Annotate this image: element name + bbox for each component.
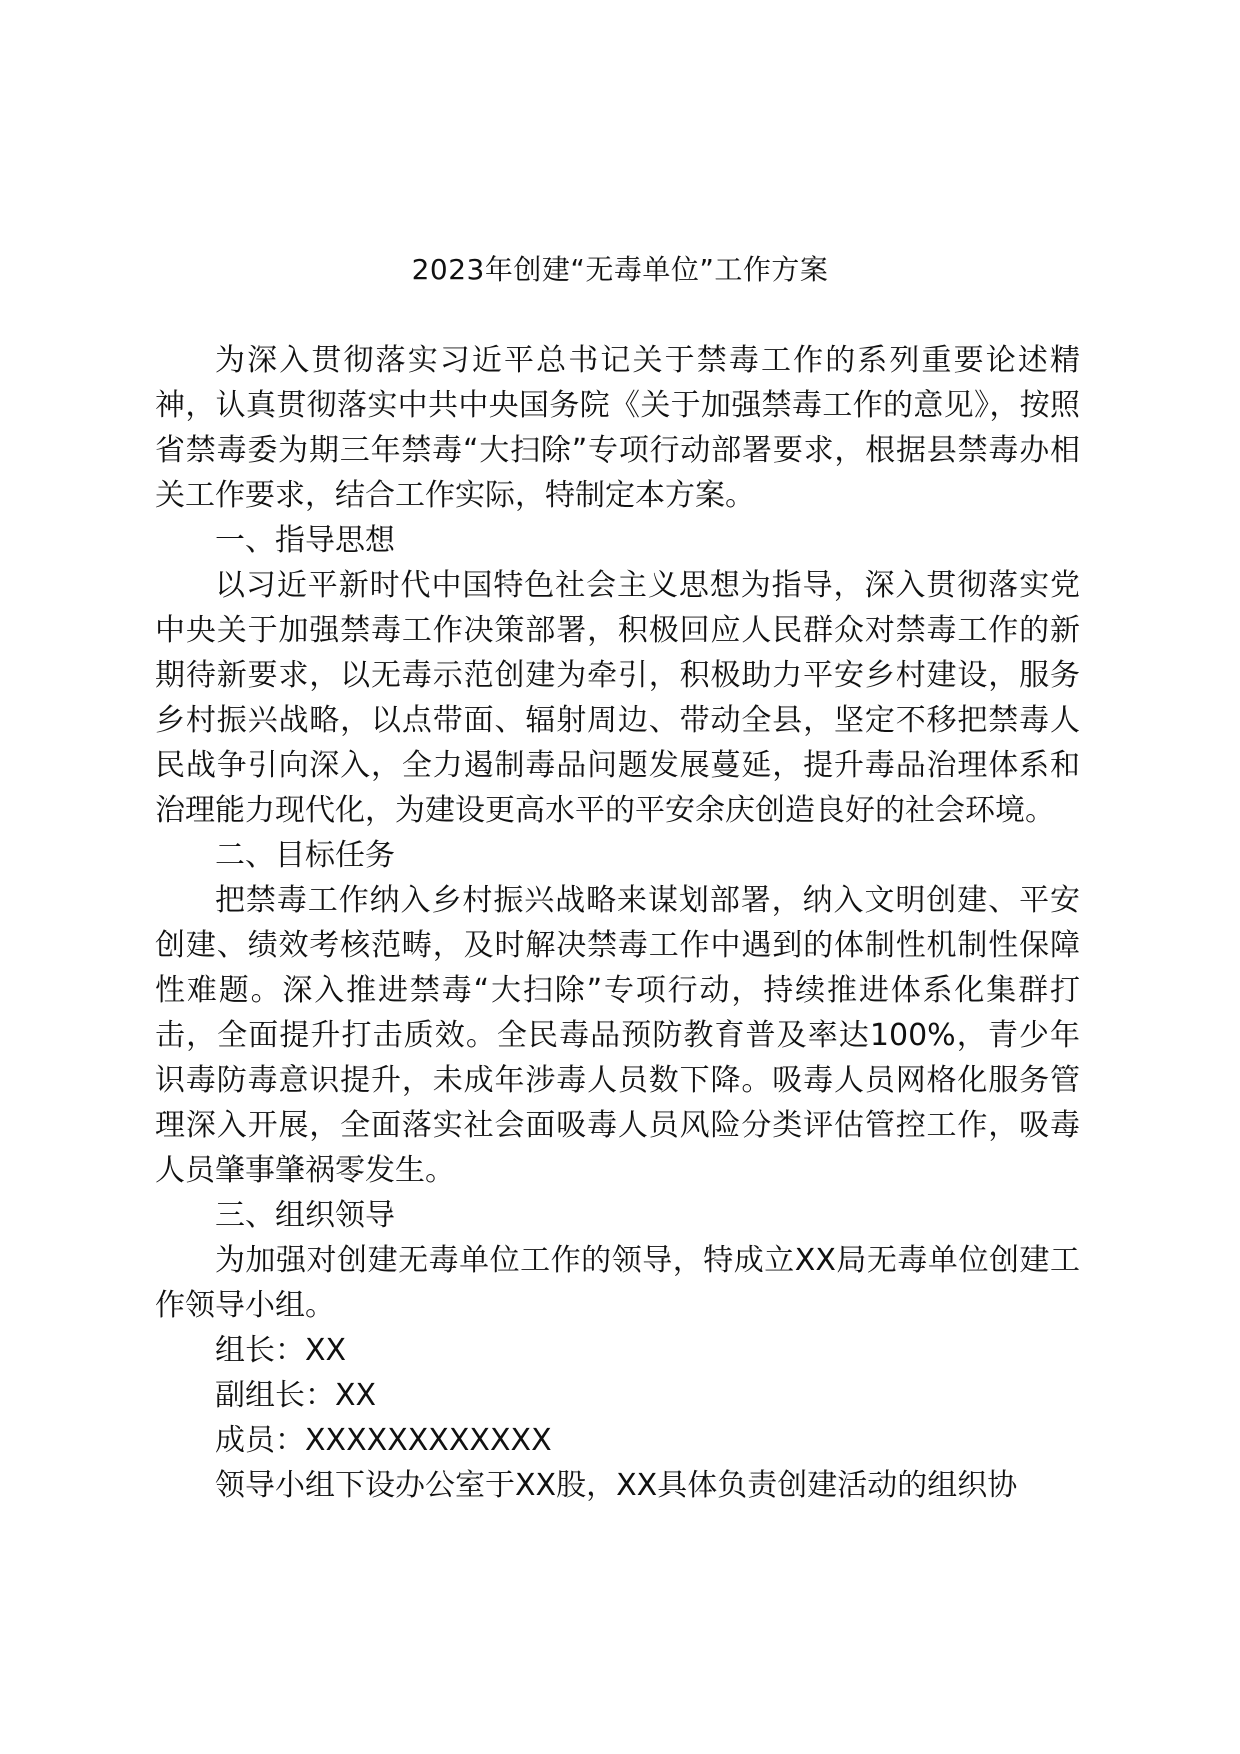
intro-paragraph: 为深入贯彻落实习近平总书记关于禁毒工作的系列重要论述精神，认真贯彻落实中共中央国务院《关于加强禁毒工作的意见》，按照省禁毒委为期三年禁毒“大扫除”专项行动部署要求，根据县禁毒办相关工作要求，结合工作实际，特制定本方案。 — [155, 343, 1080, 513]
section-text-guiding-thought: 以习近平新时代中国特色社会主义思想为指导，深入贯彻落实党中央关于加强禁毒工作决策部署，积极回应人民群众对禁毒工作的新期待新要求，以无毒示范创建为牵引，积极助力平安乡村建设，服务乡村振兴战略，以点带面、辐射周边、带动全县，坚定不移把禁毒人民战争引向深入，全力遏制毒品问题发展蔓延，提升毒品治理体系和治理能力现代化，为建设更高水平的平安余庆创造良好的社会环境。 — [155, 568, 1080, 828]
document-title: 2023年创建“无毒单位”工作方案 — [411, 253, 829, 286]
member-leader: 组长：XX — [215, 1333, 347, 1368]
member-staff: 成员：XXXXXXXXXXXX — [215, 1423, 552, 1458]
member-deputy: 副组长：XX — [215, 1378, 377, 1413]
section-text-leadership: 为加强对创建无毒单位工作的领导，特成立XX局无毒单位创建工作领导小组。 — [155, 1243, 1080, 1323]
section-heading-goals: 二、目标任务 — [215, 838, 395, 873]
document-body — [155, 338, 1080, 1508]
closing-paragraph: 领导小组下设办公室于XX股，XX具体负责创建活动的组织协 — [215, 1468, 1018, 1503]
section-text-goals: 把禁毒工作纳入乡村振兴战略来谋划部署，纳入文明创建、平安创建、绩效考核范畴，及时解决禁毒工作中遇到的体制性机制性保障性难题。深入推进禁毒“大扫除”专项行动，持续推进体系化集群打击，全面提升打击质效。全民毒品预防教育普及率达100%，青少年识毒防毒意识提升，未成年涉毒人员数下降。吸毒人员网格化服务管理深入开展，全面落实社会面吸毒人员风险分类评估管控工作，吸毒人员肇事肇祸零发生。 — [155, 883, 1080, 1188]
section-heading-guiding-thought: 一、指导思想 — [215, 523, 395, 558]
section-heading-leadership: 三、组织领导 — [215, 1198, 395, 1233]
